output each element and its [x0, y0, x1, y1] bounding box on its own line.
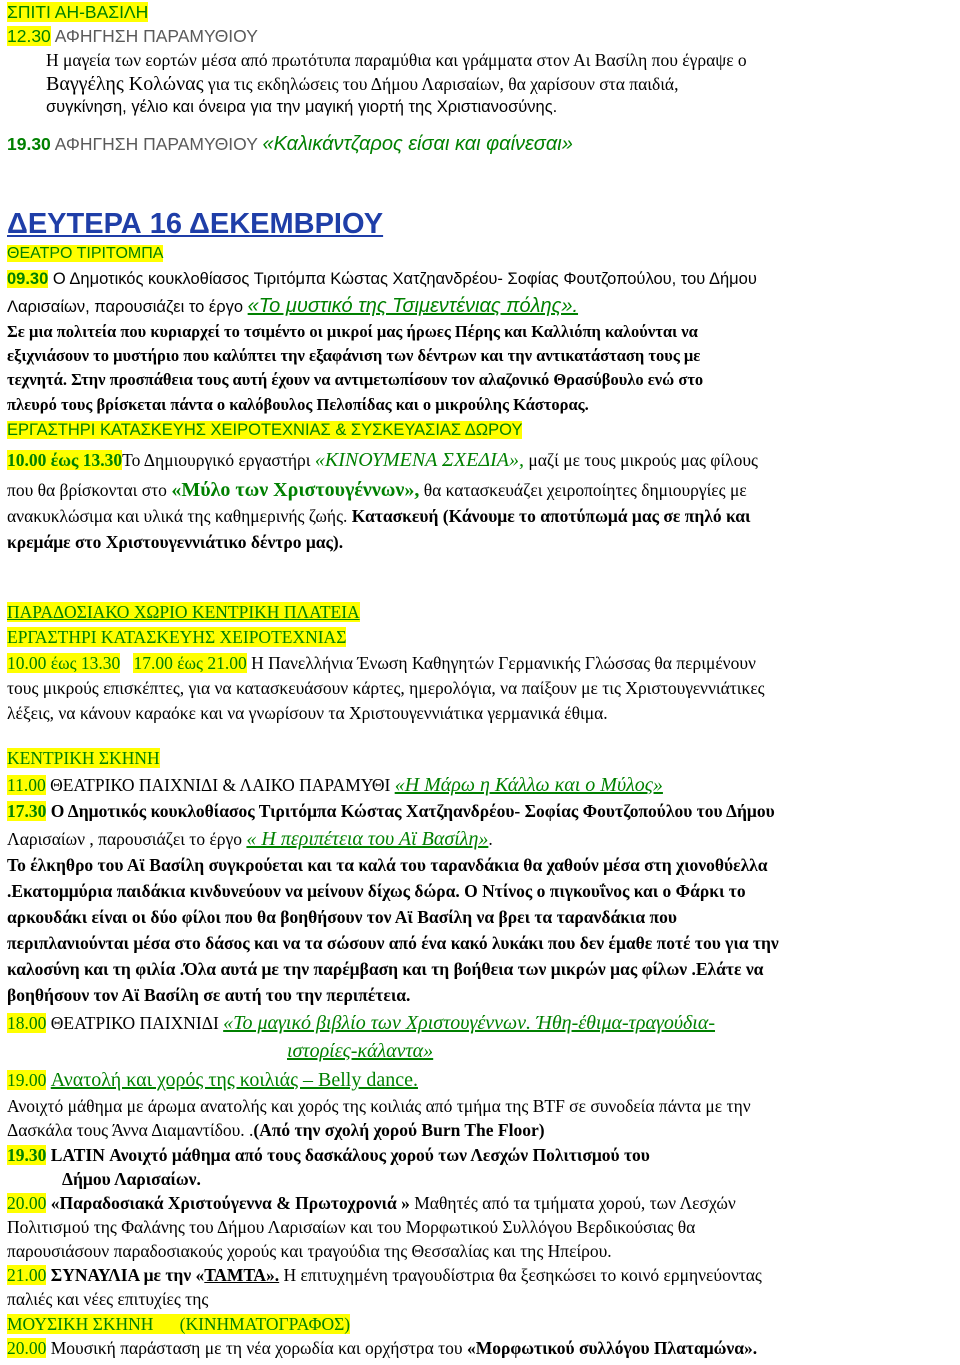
story-title: «Το μαγικό βιβλίο των Χριστουγέννων. Ήθη-έθιμα-τραγούδια-: [223, 1012, 716, 1034]
description-line: αρκουδάκι είναι οι δύο φίλοι που θα βοηθήσουν τον Αϊ Βασίλη να βρει τα ταρανδάκια που: [7, 907, 677, 927]
description-text: (Από την σχολή χορού Burn The Floor): [253, 1120, 545, 1140]
description-line: πλευρό τους βρίσκεται πάντα ο καλόβουλος Πελοπίδας και ο μικρούλης Κάστορας.: [7, 395, 589, 414]
event-time: 20.00: [7, 1193, 47, 1213]
workshop-text: Κατασκευή (Κάνουμε το αποτύπωμά μας σε πηλό και: [351, 506, 751, 526]
time-range: 17.00 έως 21.00: [133, 653, 247, 673]
stage-title: ΚΕΝΤΡΙΚΗ ΣΚΗΝΗ: [7, 748, 160, 768]
stage-event: [7, 773, 952, 797]
stage-event: [7, 1068, 952, 1092]
event-text: LATIN Ανοιχτό μάθημα από τους δασκάλους χορού των Λεσχών Πολιτισμού του: [50, 1145, 650, 1165]
event-title: ΑΦΗΓΗΣΗ ΠΑΡΑΜΥΘΙΟΥ: [54, 134, 258, 154]
stage-event: [7, 1145, 952, 1166]
event-title: «Παραδοσιακά Χριστούγεννα & Πρωτοχρονιά »: [50, 1193, 410, 1213]
event-time: 19.30: [7, 134, 51, 154]
story-title: «Η Μάρω η Κάλλω και ο Μύλος»: [394, 774, 663, 796]
workshop-heading: [7, 421, 952, 441]
description-line: .Εκατομμύρια παιδάκια κινδυνεύουν να μείνουν δίχως δώρα. Ο Ντίνος ο πιγκουΐνος και ο Φάρκι το: [7, 881, 746, 901]
event-text: .: [488, 829, 493, 849]
description-line: [7, 1120, 952, 1141]
event-title: ΘΕΑΤΡΙΚΟ ΠΑΙΧΝΙΔΙ: [50, 1013, 219, 1033]
workshop-line: κρεμάμε στο Χριστουγεννιάτικο δέντρο μας).: [7, 532, 344, 552]
event-text: Μαθητές από τα τμήματα χορού, των Λεσχών: [414, 1193, 736, 1213]
workshop-line: [7, 478, 952, 502]
square-text: Η Πανελλήνια Ένωση Καθηγητών Γερμανικής Γλώσσας θα περιμένουν: [251, 653, 756, 673]
event-time: 12.30: [7, 26, 51, 46]
venue-label: ΣΠΙΤΙ ΑΗ-ΒΑΣΙΛΗ: [7, 2, 149, 22]
play-title: «Το μυστικό της Τσιμεντένιας πόλης».: [247, 295, 579, 317]
description-text: Δασκάλα τους Άννα Διαμαντίδου. .: [7, 1120, 254, 1140]
square-line: [7, 653, 952, 674]
description-text: τεχνητά.: [7, 370, 67, 389]
stage-event: [287, 1039, 952, 1063]
stage-event: [7, 801, 952, 822]
stage-event: [7, 1265, 952, 1286]
event-title: ΑΦΗΓΗΣΗ ΠΑΡΑΜΥΘΙΟΥ: [54, 26, 258, 46]
event-time: 19.30: [7, 1145, 47, 1165]
description-line: Σε μια πολιτεία που κυριαρχεί το τσιμέντο οι μικροί μας ήρωες Πέρης και Καλλιόπη καλούνται να: [7, 322, 698, 341]
stage-event: Δήμου Λαρισαίων.: [62, 1169, 201, 1189]
workshop-place: «Μύλο των Χριστουγέννων»,: [171, 479, 420, 501]
event-time: 17.30: [7, 801, 47, 821]
description-line: [7, 370, 952, 390]
workshop-heading: [7, 627, 952, 648]
workshop-line: [7, 448, 952, 472]
workshop-title: ΕΡΓΑΣΤΗΡΙ ΚΑΤΑΣΚΕΥΗΣ ΧΕΙΡΟΤΕΧΝΙΑΣ & ΣΥΣΚΕΥΑΣΙΑΣ ΔΩΡΟΥ: [7, 421, 523, 439]
description-line: [46, 72, 952, 96]
description-line: Η μαγεία των εορτών μέσα από πρωτότυπα παραμύθια και γράμματα στον Αι Βασίλη που έγραψε ο: [46, 50, 747, 70]
workshop-text: που θα βρίσκονται στο: [7, 480, 167, 500]
event-text: Η επιτυχημένη τραγουδίστρια θα ξεσηκώσει το κοινό ερμηνεύοντας: [279, 1265, 762, 1285]
workshop-name: «ΚΙΝΟΥΜΕΝΑ ΣΧΕΔΙΑ»,: [314, 449, 524, 471]
description-text: Στην προσπάθεια τους αυτή έχουν να αντιμετωπίσουν τον αλαζονικό Θρασύβουλο ενώ στο: [71, 370, 704, 389]
event-text: Ο Δημοτικός κουκλοθίασος Τιριτόμπα Κώστας Χατζηανδρέου- Σοφίας Φουτζοπούλου, του Δήμου: [52, 270, 757, 288]
square-line: τους μικρούς επισκέπτες, για να κατασκευάσουν κάρτες, ημερολόγια, να παίξουν με τις Χριστουγεννιάτικες: [7, 678, 765, 698]
event-title: ΣΥΝΑΥΛΙΑ με την «: [50, 1265, 205, 1285]
description-line: βοηθήσουν τον Αϊ Βασίλη σε αυτή του την περιπέτεια.: [7, 985, 411, 1005]
day-title: ΔΕΥΤΕΡΑ 16 ΔΕΚΕΜΒΡΙΟΥ: [7, 208, 384, 240]
music-title: ΜΟΥΣΙΚΗ ΣΚΗΝΗ (ΚΙΝΗΜΑΤΟΓΡΑΦΟΣ): [7, 1314, 351, 1334]
event-line: [7, 270, 952, 290]
workshop-line: [7, 506, 952, 527]
description-line: παλιές και νέες επιτυχίες της: [7, 1289, 209, 1309]
event-text: Μουσική παράσταση με τη νέα χορωδία και ορχήστρα του: [50, 1338, 463, 1358]
event-text: Λαρισαίων, παρουσιάζει το έργο: [7, 298, 244, 316]
stage-event: [7, 1011, 952, 1035]
workshop-time: 10.00 έως 13.30: [7, 450, 123, 470]
description-line: εξιχνιάσουν το μυστήριο που καλύπτει την εξαφάνιση των δέντρων και την αντικατάσταση τους με: [7, 346, 701, 365]
description-line: Πολιτισμού της Φαλάνης του Δήμου Λαρισαίων και του Μορφωτικού Συλλόγου Βερδικούσιας θα: [7, 1217, 696, 1237]
description-line: παρουσιάσουν παραδοσιακούς χορούς και τραγούδια της Θεσσαλίας και της Ηπείρου.: [7, 1241, 612, 1261]
workshop-text: Το Δημιουργικό εργαστήρι: [122, 450, 311, 470]
band-name: ΤΑΜΤΑ».: [204, 1265, 280, 1285]
music-event: [7, 1338, 952, 1359]
story-title: ιστορίες-κάλαντα»: [287, 1040, 434, 1062]
workshop-text: ανακυκλώσιμα και υλικά της καθημερινής ζωής.: [7, 506, 348, 526]
venue-heading: [7, 2, 952, 23]
day-heading: [7, 207, 952, 242]
stage-event: [7, 1193, 952, 1214]
stage-event: [7, 827, 952, 851]
description-line: Ανοιχτό μάθημα με άρωμα ανατολής και χορός της κοιλιάς από τμήμα της BTF σε συνοδεία πάντα με την: [7, 1096, 751, 1116]
event-title: Ανατολή και χορός της κοιλιάς – Belly dance.: [50, 1069, 418, 1091]
music-heading: [7, 1314, 952, 1335]
event-time: 19.00: [7, 1070, 47, 1090]
time-range: 10.00 έως 13.30: [7, 653, 121, 673]
square-heading: [7, 602, 952, 623]
event-line: [7, 26, 952, 47]
event-line: [7, 294, 952, 318]
venue-heading: [7, 244, 952, 263]
description-line: περιπλανιούνται μέσα στο δάσος και να τα σώσουν από ένα κακό λυκάκι που δεν έμαθε ποτέ του για την: [7, 933, 779, 953]
stage-heading: [7, 748, 952, 769]
event-time: 18.00: [7, 1013, 47, 1033]
venue-label: ΘΕΑΤΡΟ ΤΙΡΙΤΟΜΠΑ: [7, 245, 164, 262]
event-time: 11.00: [7, 775, 46, 795]
workshop-text: μαζί με τους μικρούς μας φίλους: [528, 450, 758, 470]
event-time: 09.30: [7, 270, 49, 288]
event-text: Λαρισαίων , παρουσιάζει το έργο: [7, 829, 243, 849]
square-line: λέξεις, να κάνουν καραόκε και να γνωρίσουν τα Χριστουγεννιάτικα γερμανικά έθιμα.: [7, 703, 608, 723]
play-title: « Η περιπέτεια του Αϊ Βασίλη»: [246, 828, 489, 850]
description-line: Το έλκηθρο του Αϊ Βασίλη συγκρούεται και τα καλά του ταρανδάκια θα χαθούν μέσα στη χιονοθύελλα: [7, 855, 768, 875]
square-title: ΠΑΡΑΔΟΣΙΑΚΟ ΧΩΡΙΟ ΚΕΝΤΡΙΚΗ ΠΛΑΤΕΙΑ: [7, 602, 360, 622]
event-title: ΘΕΑΤΡΙΚΟ ΠΑΙΧΝΙΔΙ & ΛΑΙΚΟ ΠΑΡΑΜΥΘΙ: [50, 775, 391, 795]
event-line: [7, 132, 952, 156]
author-name: Βαγγέλης Κολώνας: [46, 73, 204, 95]
ensemble-name: «Μορφωτικού συλλόγου Πλαταμώνα».: [466, 1338, 758, 1358]
description-line: συγκίνηση, γέλιο και όνειρα για την μαγική γιορτή της Χριστιανοσύνης.: [46, 98, 558, 116]
event-time: 20.00: [7, 1338, 47, 1358]
workshop-text: θα κατασκευάζει χειροποίητες δημιουργίες με: [423, 480, 747, 500]
description-line: καλοσύνη και τη φιλία .Όλα αυτά με την παρέμβαση και τη βοήθεια των μικρών μας φίλων .Ελάτε να: [7, 959, 764, 979]
event-text: Ο Δημοτικός κουκλοθίασος Τιριτόμπα Κώστας Χατζηανδρέου- Σοφίας Φουτζοπούλου του Δήμου: [50, 801, 775, 821]
description-text: για τις εκδηλώσεις του Δήμου Λαρισαίων, θα χαρίσουν στα παιδιά,: [207, 74, 679, 94]
workshop-title: ΕΡΓΑΣΤΗΡΙ ΚΑΤΑΣΚΕΥΗΣ ΧΕΙΡΟΤΕΧΝΙΑΣ: [7, 627, 347, 647]
event-time: 21.00: [7, 1265, 47, 1285]
story-title: «Καλικάντζαρος είσαι και φαίνεσαι»: [262, 133, 573, 155]
